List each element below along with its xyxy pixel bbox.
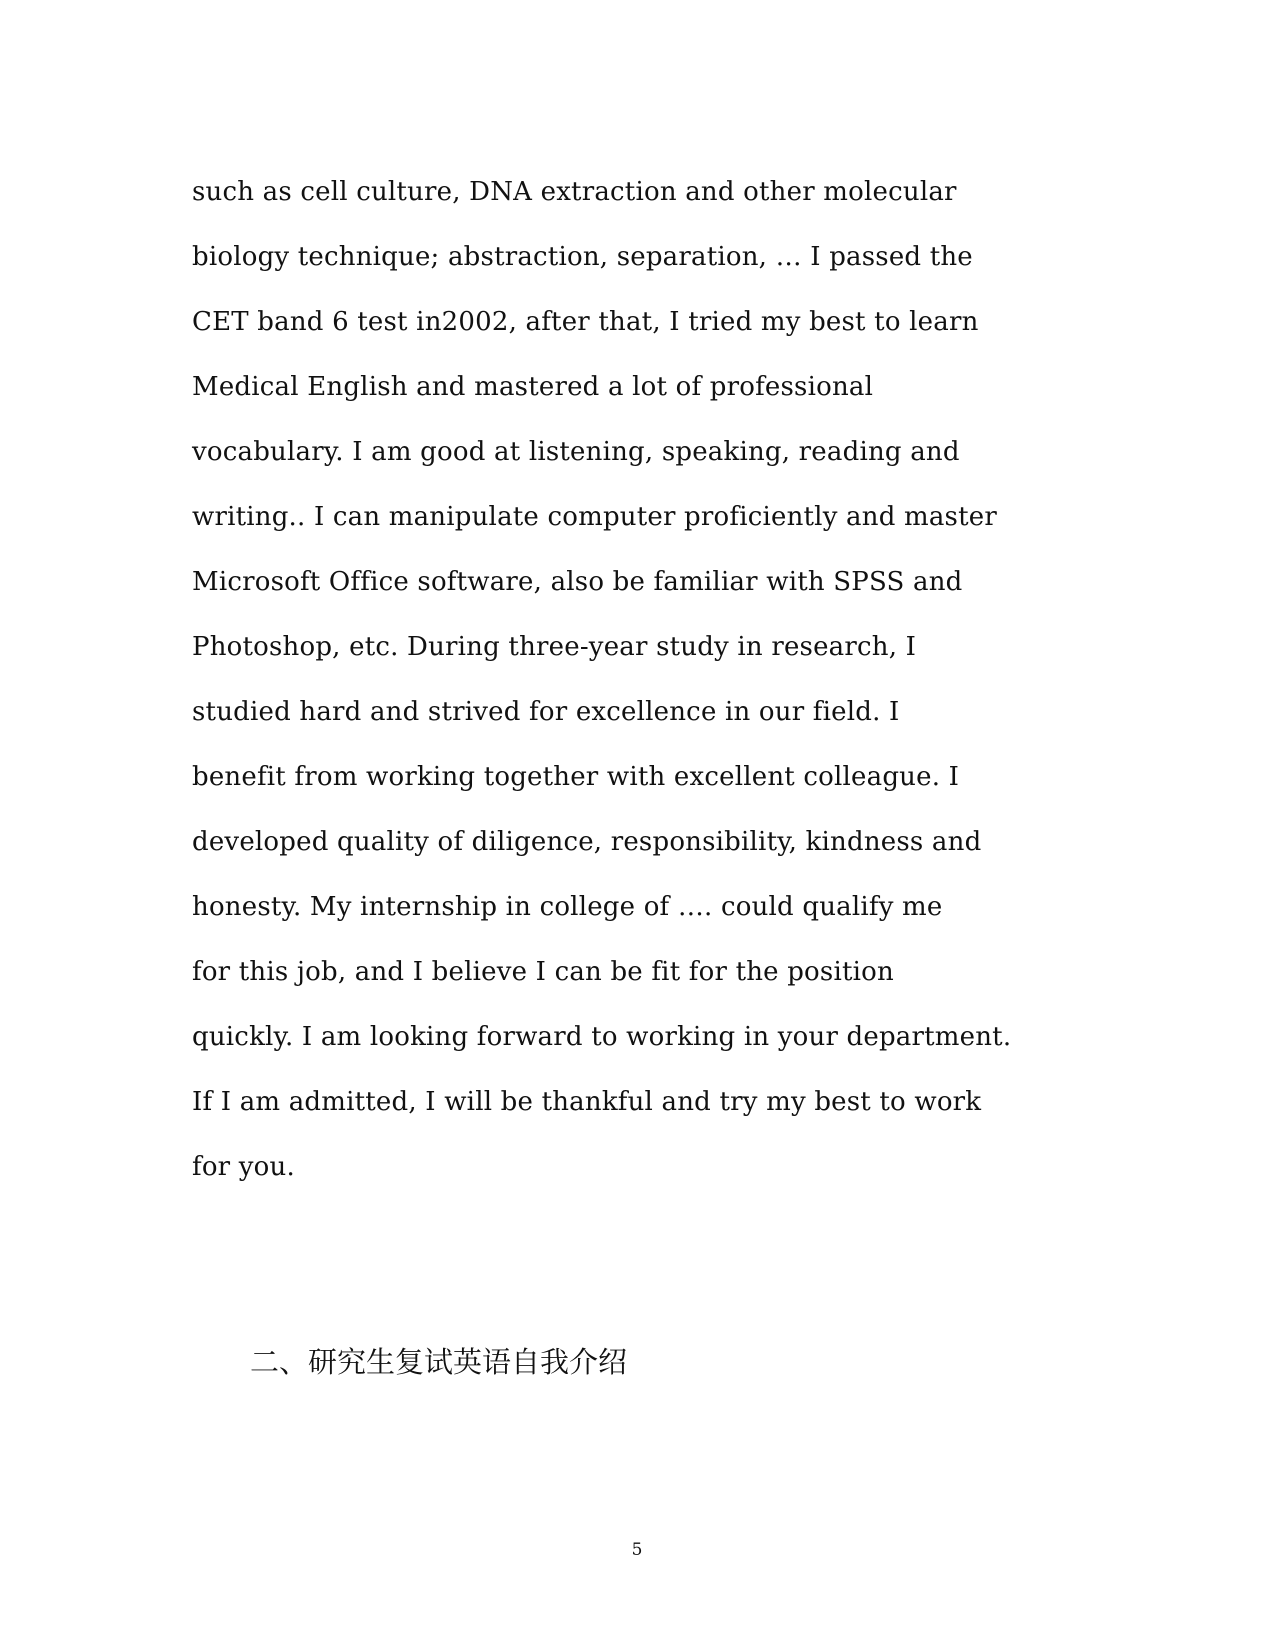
paragraph-line: Medical English and mastered a lot of professional xyxy=(192,372,874,402)
paragraph-line: biology technique; abstraction, separation, … I passed the xyxy=(192,242,973,272)
body-paragraph xyxy=(192,168,1092,1208)
paragraph-line: benefit from working together with excellent colleague. I xyxy=(192,762,960,792)
paragraph-line: Microsoft Office software, also be familiar with SPSS and xyxy=(192,567,963,597)
paragraph-line: CET band 6 test in2002, after that, I tried my best to learn xyxy=(192,307,979,337)
paragraph-line: quickly. I am looking forward to working in your department. xyxy=(192,1022,1012,1052)
paragraph-line: for this job, and I believe I can be fit for the position xyxy=(192,957,894,987)
paragraph-line: If I am admitted, I will be thankful and try my best to work xyxy=(192,1087,982,1117)
paragraph-line: writing.. I can manipulate computer proficiently and master xyxy=(192,502,997,532)
paragraph-line: for you. xyxy=(192,1152,295,1182)
paragraph-line: honesty. My internship in college of …. could qualify me xyxy=(192,892,943,922)
paragraph-line: such as cell culture, DNA extraction and other molecular xyxy=(192,177,957,207)
paragraph-line: studied hard and strived for excellence in our field. I xyxy=(192,697,900,727)
paragraph-line: Photoshop, etc. During three-year study in research, I xyxy=(192,632,917,662)
page-number: 5 xyxy=(631,1540,643,1560)
paragraph-line: vocabulary. I am good at listening, speaking, reading and xyxy=(192,437,960,467)
section-heading: 二、研究生复试英语自我介绍 xyxy=(250,1345,628,1379)
paragraph-line: developed quality of diligence, responsibility, kindness and xyxy=(192,827,982,857)
